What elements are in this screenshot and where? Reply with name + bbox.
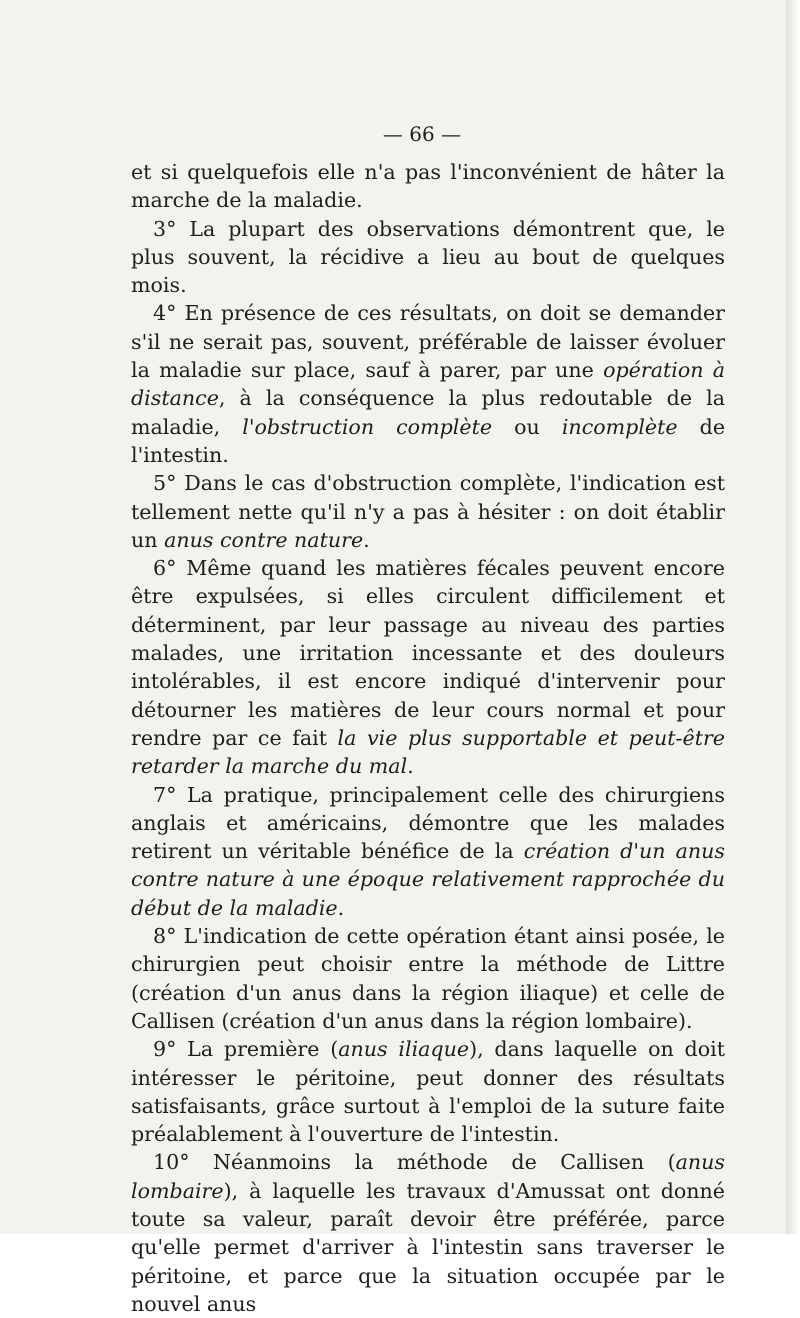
italic-phrase: opération à distance — [131, 358, 725, 411]
paragraph-point-6: 6° Même quand les matières fécales peuvent encore être expulsées, si elles circulent difficilement et déterminent, par leur passage au niveau des parties malades, une irritation incessante et des douleurs intolérables, il est encore indiqué d'intervenir pour détourner les matières de leur cours normal et pour rendre par ce fait la vie plus supportable et peut-être retarder la marche du mal. — [131, 556, 725, 779]
paragraph-continuation: et si quelquefois elle n'a pas l'inconvénient de hâter la marche de la maladie. — [131, 160, 725, 213]
italic-phrase: incomplète — [561, 414, 678, 439]
paragraph-point-4: 4° En présence de ces résultats, on doit se demander s'il ne serait pas, souvent, préférable de laisser évoluer la maladie sur place, sauf à parer, par une opération à distance, à la conséquence la plus redoutable de la maladie, l'obstruction complète ou incomplète de l'intestin. — [131, 301, 726, 467]
paragraph-point-3: 3° La plupart des observations démontrent que, le plus souvent, la récidive a lieu au bout de quelques mois. — [131, 216, 725, 298]
text-body — [131, 158, 725, 1318]
italic-phrase: création d'un anus contre nature à une époque relativement rapprochée du début de la maladie — [131, 839, 725, 920]
italic-phrase: l'obstruction complète — [242, 414, 493, 439]
paragraph-point-9: 9° La première (anus iliaque), dans laquelle on doit intéresser le péritoine, peut donner des résultats satisfaisants, grâce surtout à l'emploi de la suture faite préalablement à l'ouverture de l'intestin. — [131, 1037, 725, 1147]
italic-phrase: anus iliaque — [338, 1037, 470, 1062]
italic-phrase: anus lombaire — [131, 1150, 725, 1203]
paragraph-point-5: 5° Dans le cas d'obstruction complète, l'indication est tellement nette qu'il n'y a pas à hésiter : on doit établir un anus contre nature. — [131, 471, 725, 552]
italic-phrase: anus contre nature — [164, 527, 364, 552]
paragraph-point-7: 7° La pratique, principalement celle des chirurgiens anglais et américains, démontre que les malades retirent un véritable bénéfice de la création d'un anus contre nature à une époque relativement rapprochée du début de la maladie. — [131, 782, 725, 920]
paragraph-point-10: 10° Néanmoins la méthode de Callisen (anus lombaire), à laquelle les travaux d'Amussat ont donné toute sa valeur, paraît devoir être préférée, parce qu'elle permet d'arriver à l'intestin sans traverser le péritoine, et parce que la situation occupée par le nouvel anus — [131, 1150, 725, 1316]
italic-phrase: la vie plus supportable et peut-être retarder la marche du mal — [131, 725, 725, 779]
paragraph-point-8: 8° L'indication de cette opération étant ainsi posée, le chirurgien peut choisir entre la méthode de Littre (création d'un anus dans la région iliaque) et celle de Callisen (création d'un anus dans la région lombaire). — [131, 924, 725, 1033]
page-number: — 66 — — [382, 122, 462, 146]
page-edge-shadow — [786, 0, 800, 1234]
